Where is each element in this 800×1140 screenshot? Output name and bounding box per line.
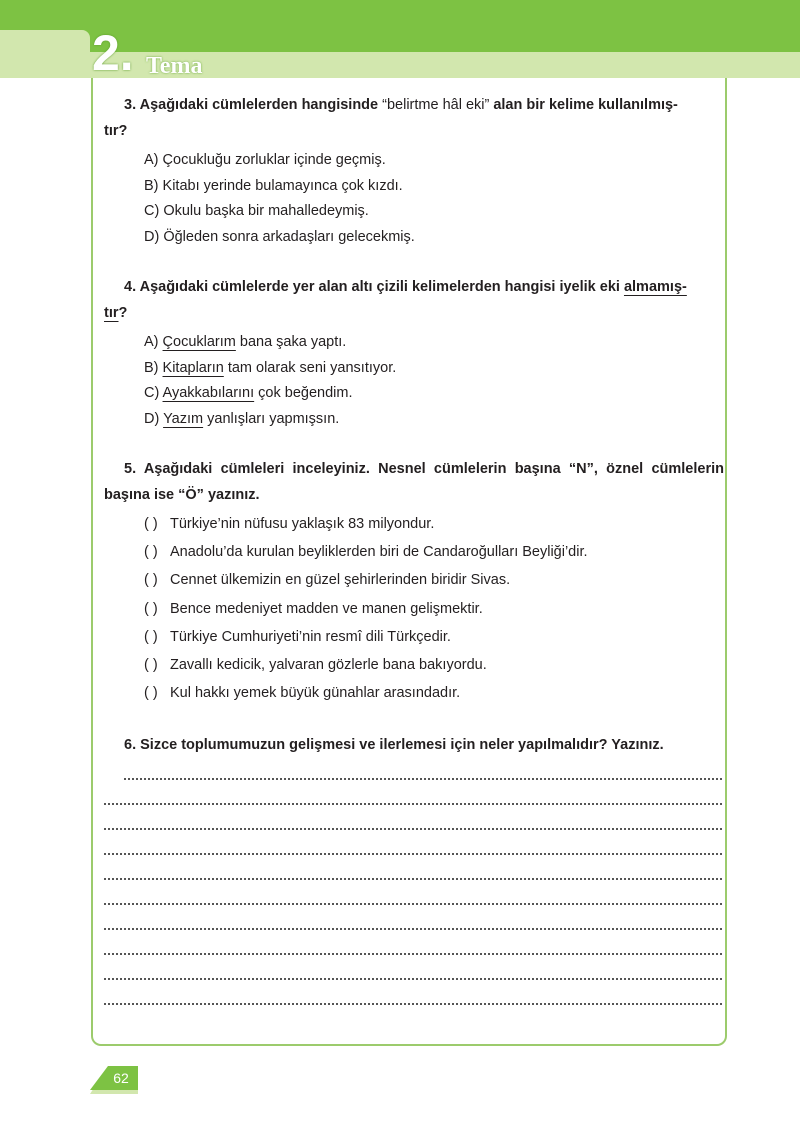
question-5 — [104, 456, 724, 707]
theme-title: Tema — [146, 53, 203, 79]
question-6 — [104, 732, 724, 758]
option-a: A) Çocukluğu zorluklar içinde geçmiş. — [144, 152, 386, 168]
question-3-prompt: 3. Aşağıdaki cümlelerden hangisinde “belirtme hâl eki” alan bir kelime kullanılmış- — [124, 97, 678, 113]
statement-1: ( ) Türkiye’nin nüfusu yaklaşık 83 milyondur. — [144, 516, 435, 532]
question-3-prompt-end: tır? — [104, 123, 128, 139]
option-a: A) Çocuklarım bana şaka yaptı. — [144, 334, 347, 350]
theme-number: 2. — [92, 25, 134, 81]
answer-line[interactable] — [104, 866, 722, 880]
statement-3: ( ) Cennet ülkemizin en güzel şehirlerinden biridir Sivas. — [144, 572, 511, 589]
option-b: B) Kitapların tam olarak seni yansıtıyor. — [144, 359, 397, 376]
option-d: D) Yazım yanlışları yapmışsın. — [144, 410, 340, 427]
answer-line[interactable] — [104, 841, 722, 855]
statement-6: ( ) Zavallı kedicik, yalvaran gözlerle bana bakıyordu. — [144, 657, 487, 674]
statement-4: ( ) Bence medeniyet madden ve manen gelişmektir. — [144, 600, 483, 617]
answer-line[interactable] — [104, 891, 722, 905]
answer-line[interactable] — [104, 966, 722, 980]
statement-5: ( ) Türkiye Cumhuriyeti’nin resmî dili Türkçedir. — [144, 628, 451, 645]
answer-line[interactable] — [104, 991, 722, 1005]
question-6-prompt: 6. Sizce toplumumuzun gelişmesi ve ilerlemesi için neler yapılmalıdır? Yazınız. — [124, 737, 664, 753]
option-d: D) Öğleden sonra arkadaşları gelecekmiş. — [144, 228, 415, 245]
option-c: C) Okulu başka bir mahalledeymiş. — [144, 203, 369, 219]
question-3 — [104, 92, 724, 250]
statement-7: ( ) Kul hakkı yemek büyük günahlar arasındadır. — [144, 685, 461, 702]
answer-line[interactable] — [104, 916, 722, 930]
option-c: C) Ayakkabılarını çok beğendim. — [144, 385, 353, 401]
answer-line[interactable] — [124, 766, 722, 780]
option-b: B) Kitabı yerinde bulamayınca çok kızdı. — [144, 177, 403, 194]
question-4-prompt-end: tır? — [104, 305, 128, 321]
answer-line[interactable] — [104, 791, 722, 805]
question-4 — [104, 274, 724, 432]
statement-2: ( ) Anadolu’da kurulan beyliklerden biri de Candaroğulları Beyliği’dir. — [144, 544, 588, 561]
page-number: 62 — [113, 1070, 129, 1086]
answer-line[interactable] — [104, 816, 722, 830]
answer-line[interactable] — [104, 941, 722, 955]
question-5-prompt: 5. Aşağıdaki cümleleri inceleyiniz. Nesnel cümlelerin başına “N”, öznel cümlelerin başına ise “Ö” yazınız. — [104, 461, 724, 503]
header-tab — [0, 30, 90, 78]
question-4-prompt: 4. Aşağıdaki cümlelerde yer alan altı çizili kelimelerden hangisi iyelik eki almamış- — [124, 279, 687, 295]
